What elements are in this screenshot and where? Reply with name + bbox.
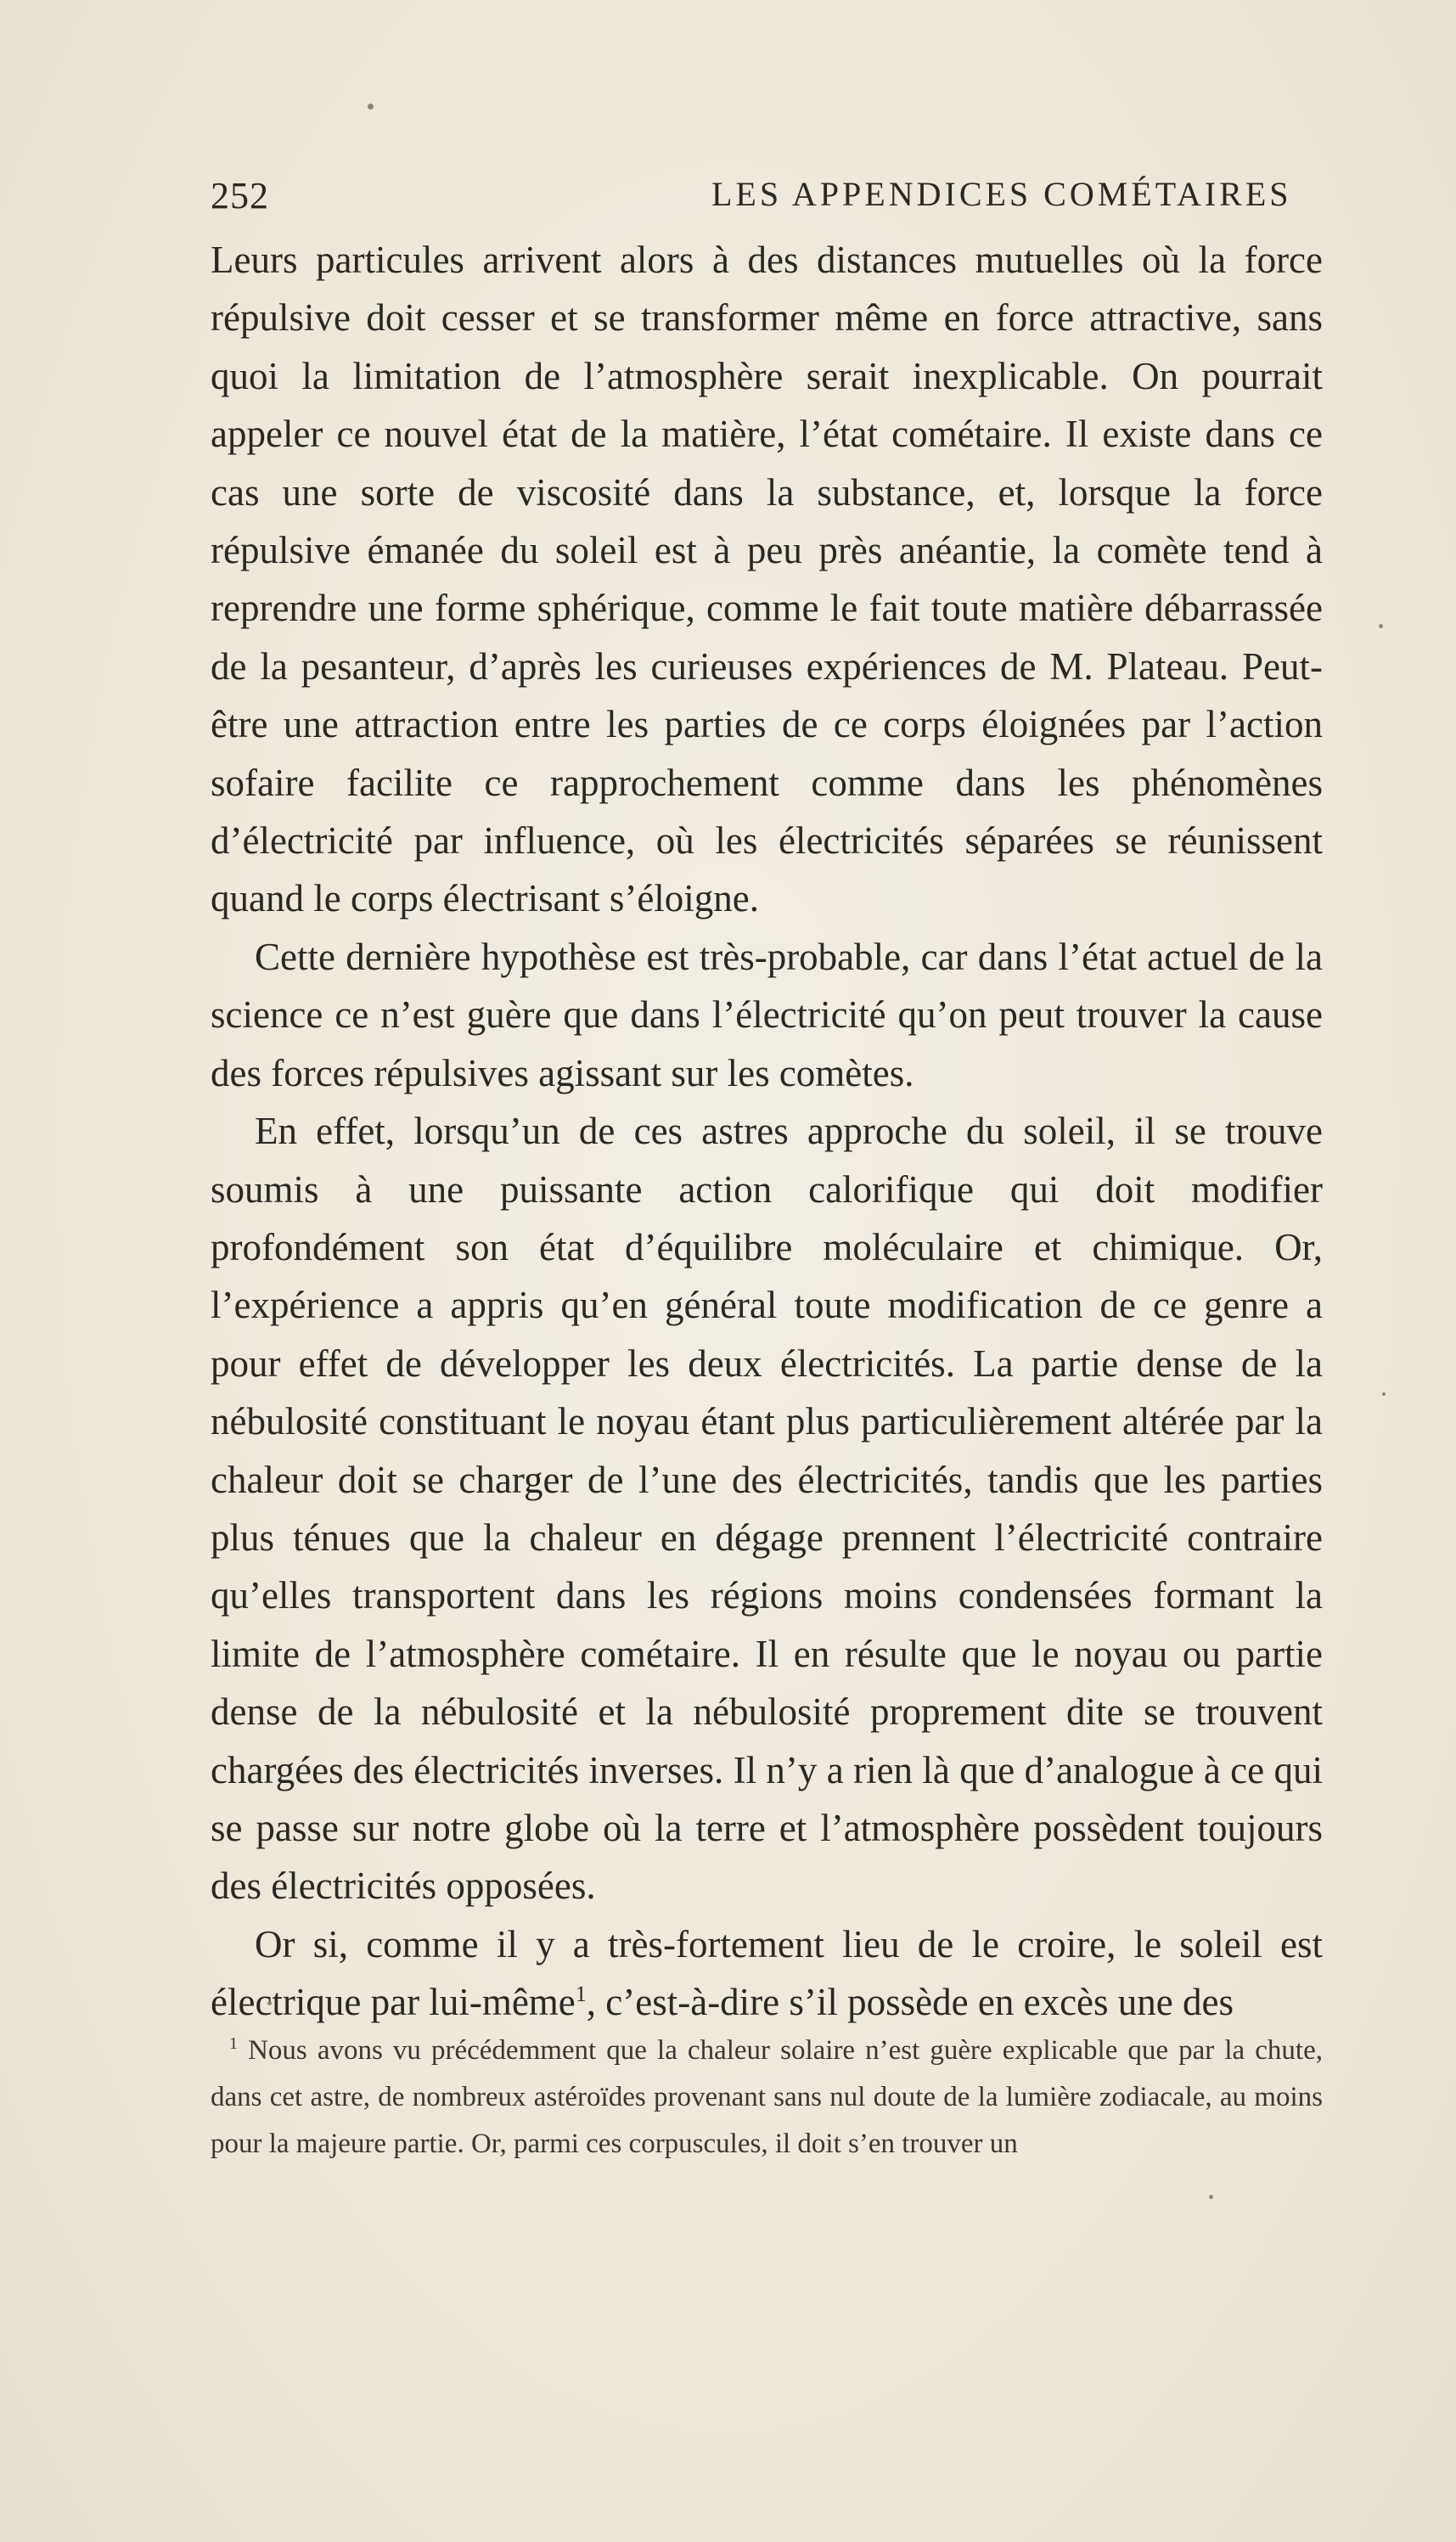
paper-speck bbox=[1382, 1392, 1386, 1396]
footnote-marker: 1 bbox=[229, 2034, 238, 2053]
running-header bbox=[211, 174, 1323, 225]
paper-speck bbox=[368, 104, 374, 110]
paper-speck bbox=[1379, 624, 1383, 628]
body-text bbox=[211, 231, 1323, 2032]
paper-speck bbox=[1209, 2195, 1213, 2199]
paragraph: En effet, lorsqu’un de ces astres approche du soleil, il se trouve soumis à une puissante action calorifique qui doit modifier profondément son état d’équilibre moléculaire et chimique. Or, l’expérience a appris qu’en général toute modification de ce genre a pour effet de développer les deux électricités. La partie dense de la nébulosité constituant le noyau étant plus particulièrement altérée par la chaleur doit se charger de l’une des électricités, tandis que les parties plus ténues que la chaleur en dégage prennent l’électricité contraire qu’elles transportent dans les régions moins condensées formant la limite de l’atmosphère cométaire. Il en résulte que le noyau ou partie dense de la nébulosité et la nébulosité proprement dite se trouvent chargées des électricités inverses. Il n’y a rien là que d’analogue à ce qui se passe sur notre globe où la terre et l’atmosphère possèdent toujours des électricités opposées. bbox=[211, 1110, 1323, 1908]
running-title: LES APPENDICES COMÉTAIRES bbox=[711, 175, 1292, 213]
paragraph bbox=[211, 1915, 1323, 2032]
footnote-reference[interactable]: 1 bbox=[575, 1982, 587, 2007]
page-number: 252 bbox=[211, 175, 269, 217]
footnote bbox=[211, 2027, 1323, 2168]
paragraph-text: , c’est-à-dire s’il possède en excès une des bbox=[586, 1981, 1234, 2024]
footnotes bbox=[211, 2027, 1323, 2168]
paragraph: Cette dernière hypothèse est très-probable, car dans l’état actuel de la science ce n’est guère que dans l’électricité qu’on peut trouver la cause des forces répulsives agissant sur les comètes. bbox=[211, 935, 1323, 1094]
paragraph-text: Or si, comme il y a très-fortement lieu de le croire, le soleil est électrique par lui-même bbox=[211, 1922, 1323, 2024]
paragraph: Leurs particules arrivent alors à des distances mutuelles où la force répulsive doit cesser et se transformer même en force attractive, sans quoi la limitation de l’atmosphère serait inexplicable. On pourrait appeler ce nouvel état de la matière, l’état cométaire. Il existe dans ce cas une sorte de viscosité dans la substance, et, lorsque la force répulsive émanée du soleil est à peu près anéantie, la comète tend à reprendre une forme sphérique, comme le fait toute matière débarrassée de la pesanteur, d’après les curieuses expériences de M. Plateau. Peut-être une attraction entre les parties de ce corps éloignées par l’action sofaire facilite ce rapprochement comme dans les phénomènes d’électricité par influence, où les électricités séparées se réunissent quand le corps électrisant s’éloigne. bbox=[211, 239, 1323, 920]
footnote-text: Nous avons vu précédemment que la chaleur solaire n’est guère explicable que par la chute, dans cet astre, de nombreux astéroïdes provenant sans nul doute de la lumière zodiacale, au moins pour la majeure partie. Or, parmi ces corpuscules, il doit s’en trouver un bbox=[211, 2035, 1323, 2159]
